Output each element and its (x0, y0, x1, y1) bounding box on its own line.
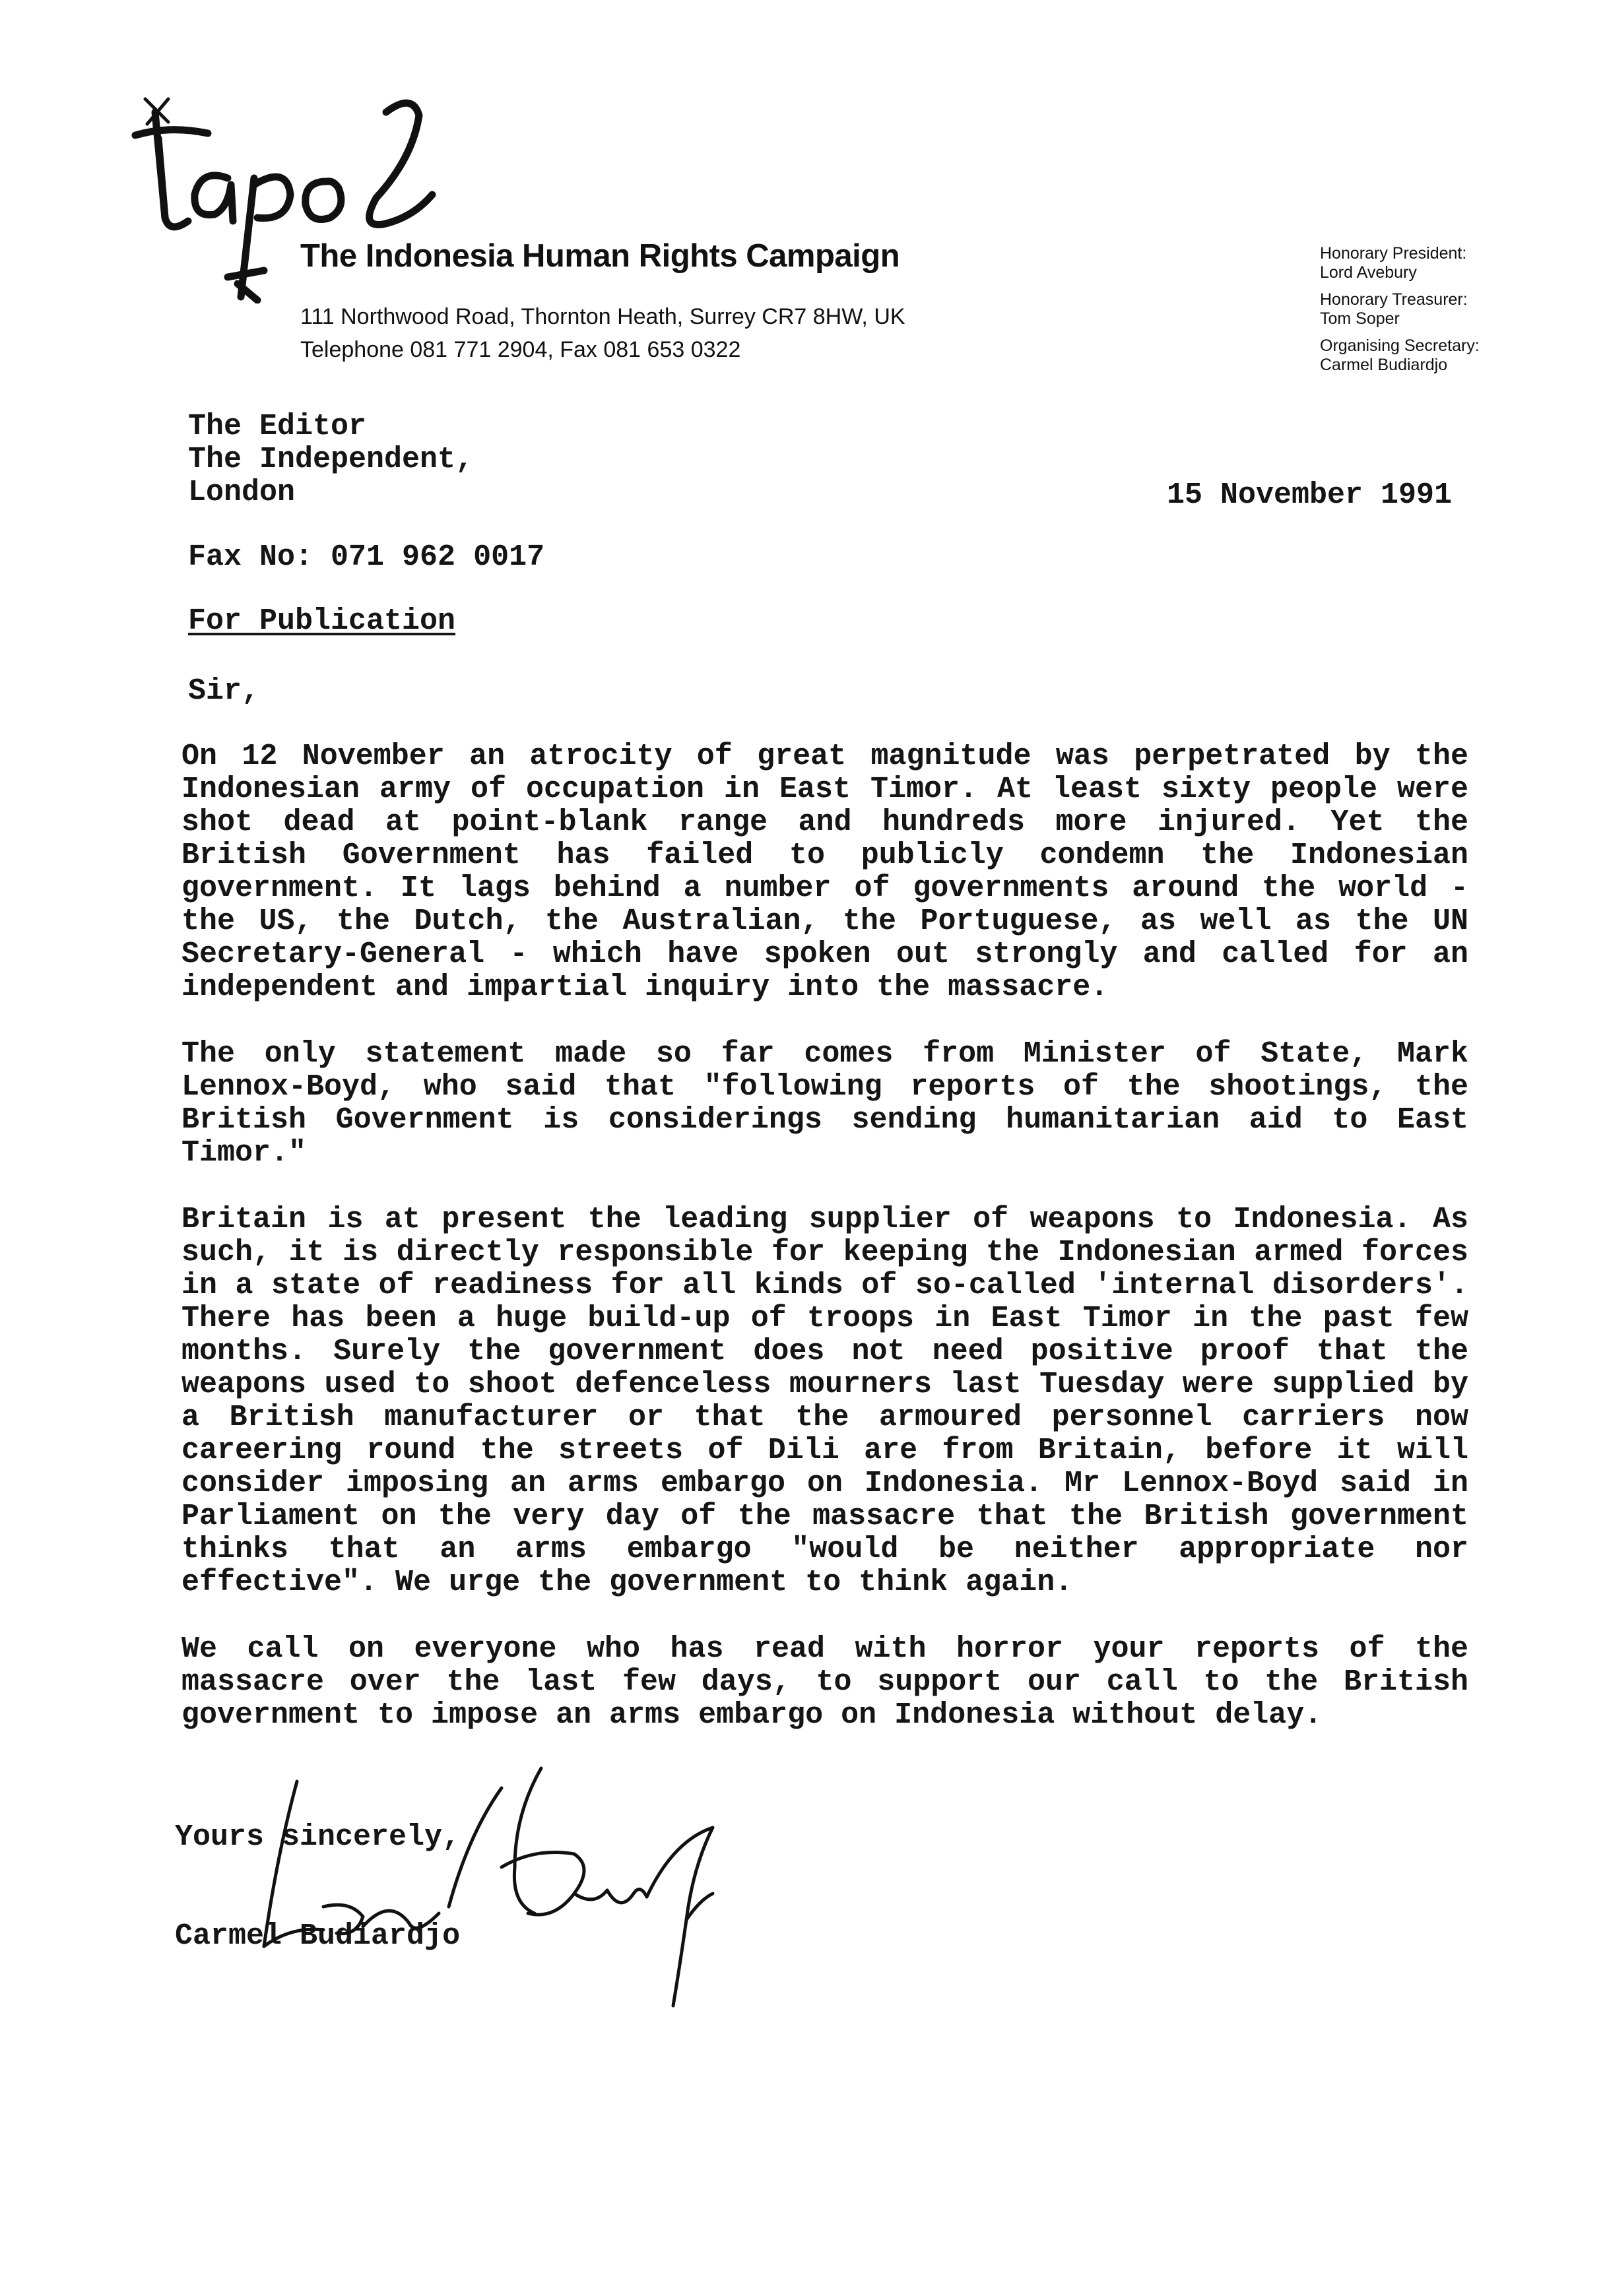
body-paragraph: On 12 November an atrocity of great magnitude was perpetrated by the Indonesian army of occupation in East Timor. At least sixty people were shot dead at point-blank range and hundreds more injured. Yet the British Government has failed to publicly condemn the Indonesian government. It lags behind a number of governments around the world - the US, the Dutch, the Australian, the Portuguese, as well as the UN Secretary-General - which have spoken out strongly and called for an independent and impartial inquiry into the massacre. (181, 740, 1468, 1004)
body-paragraph: We call on everyone who has read with horror your reports of the massacre over the last few days, to support our call to the British government to impose an arms embargo on Indonesia without delay. (181, 1632, 1468, 1732)
closing-line: Yours sincerely, (175, 1820, 461, 1854)
body-paragraph: Britain is at present the leading supplier of weapons to Indonesia. As such, it is directly responsible for keeping the Indonesian armed forces in a state of readiness for all kinds of so-called 'internal disorders'. There has been a huge build-up of troops in East Timor in the past few months. Surely the government does not need positive proof that the weapons used to shoot defenceless mourners last Tuesday were supplied by a British manufacturer or that the armoured personnel carriers now careering round the streets of Dili are from Britain, before it will consider imposing an arms embargo on Indonesia. Mr Lennox-Boyd said in Parliament on the very day of the massacre that the British government thinks that an arms embargo "would be neither appropriate nor effective". We urge the government to think again. (181, 1203, 1468, 1599)
recipient-line: The Independent, (188, 443, 474, 476)
address-line: 111 Northwood Road, Thornton Heath, Surrey CR7 8HW, UK (300, 304, 905, 329)
organization-address (300, 300, 905, 366)
phone-fax-line: Telephone 081 771 2904, Fax 081 653 0322 (300, 337, 741, 362)
officer-role: Honorary President: (1320, 244, 1467, 263)
officer-name: Tom Soper (1320, 309, 1400, 328)
handwritten-signature (251, 1755, 752, 2019)
fax-number: Fax No: 071 962 0017 (188, 540, 545, 574)
officer-president (1320, 244, 1480, 282)
signer-name: Carmel Budiardjo (175, 1919, 461, 1953)
officers-list (1320, 244, 1480, 383)
letter-date: 15 November 1991 (1167, 478, 1453, 512)
officer-name: Lord Avebury (1320, 263, 1417, 282)
body-paragraph: The only statement made so far comes from Minister of State, Mark Lennox-Boyd, who said that "following reports of the shootings, the British Government is considerings sending humanitarian aid to East Timor." (181, 1037, 1468, 1170)
salutation: Sir, (188, 674, 260, 708)
officer-name: Carmel Budiardjo (1320, 356, 1448, 374)
recipient-line: London (188, 476, 296, 509)
recipient-address (188, 410, 473, 509)
recipient-line: The Editor (188, 410, 367, 443)
letter-body (181, 740, 1468, 1732)
officer-secretary (1320, 336, 1480, 375)
officer-role: Organising Secretary: (1320, 336, 1480, 355)
organization-name: The Indonesia Human Rights Campaign (300, 238, 900, 274)
publication-label: For Publication (188, 604, 456, 638)
officer-treasurer (1320, 290, 1480, 329)
officer-role: Honorary Treasurer: (1320, 290, 1468, 309)
